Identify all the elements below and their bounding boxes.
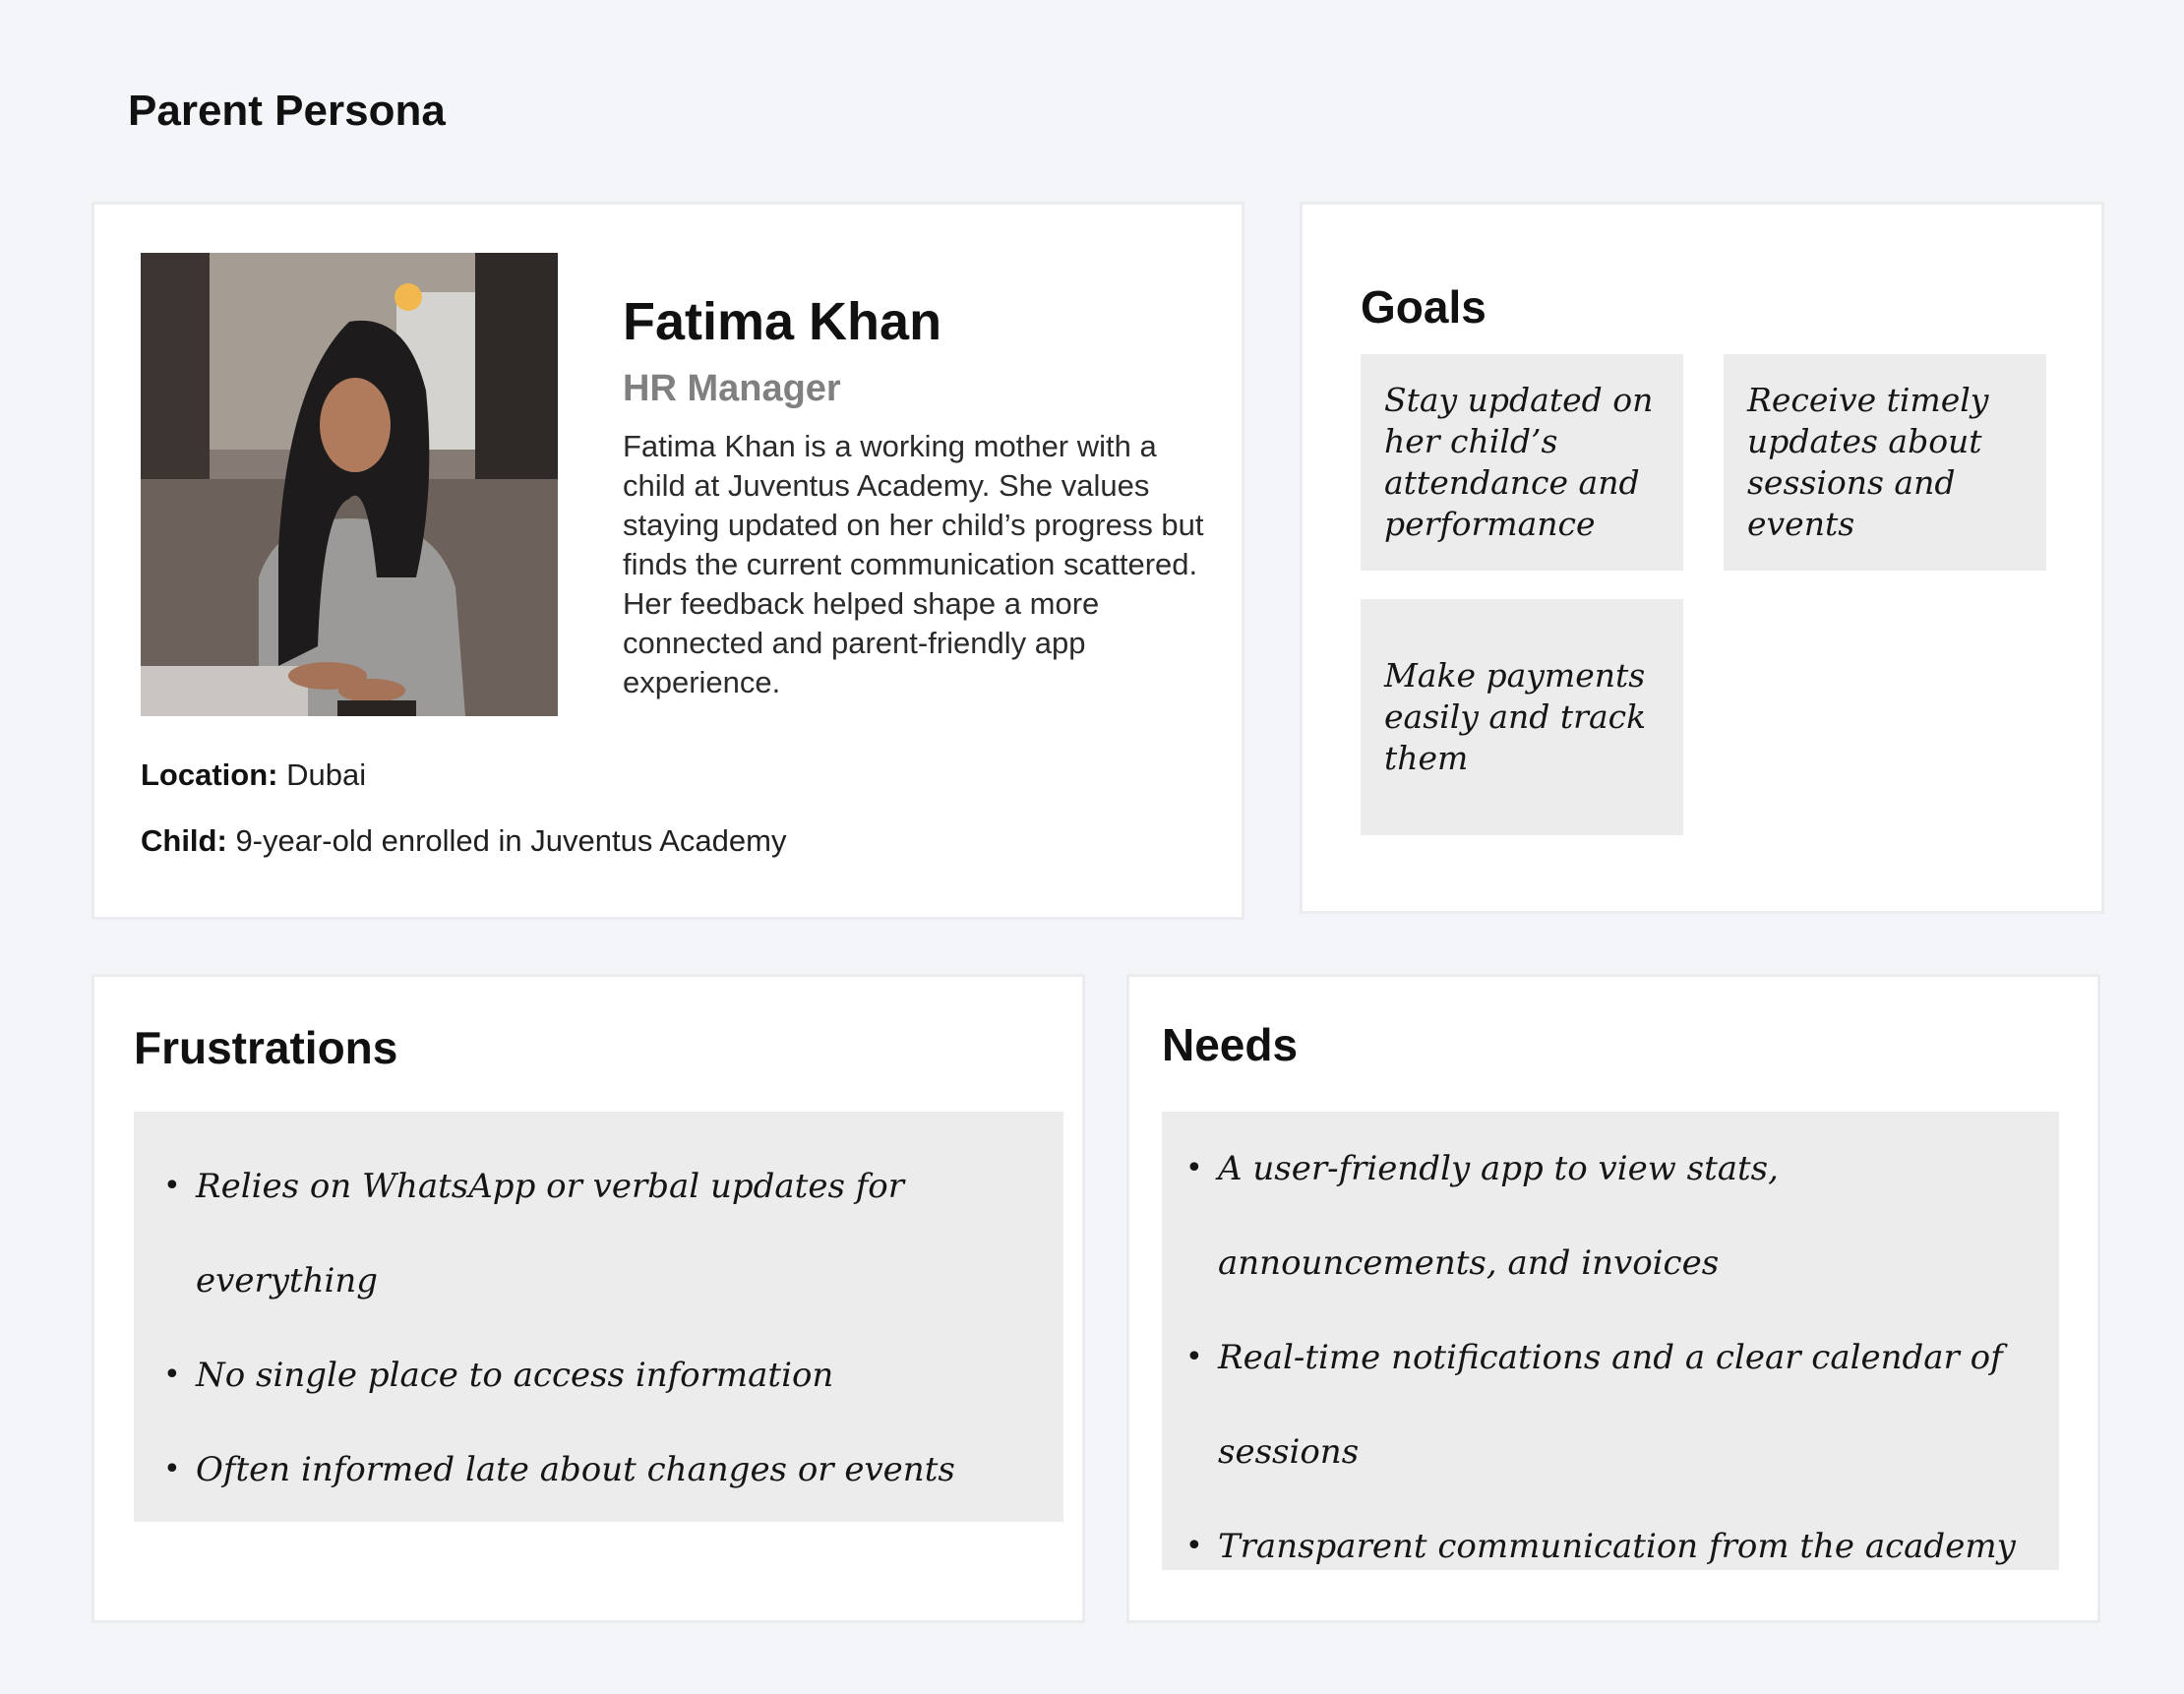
needs-card — [1126, 974, 2100, 1623]
list-item: • Real-time notifications and a clear calendar of sessions — [1185, 1310, 2030, 1499]
persona-role: HR Manager — [623, 368, 841, 409]
page-title: Parent Persona — [128, 87, 446, 135]
child-value: 9-year-old enrolled in Juventus Academy — [235, 823, 787, 858]
persona-name: Fatima Khan — [623, 292, 942, 351]
frustrations-box — [134, 1112, 1063, 1522]
list-item: • A user-friendly app to view stats, announcements, and invoices — [1185, 1121, 2030, 1310]
goals-card — [1300, 202, 2104, 914]
goal-note-text: Make payments easily and track them — [1384, 656, 1647, 777]
profile-photo — [141, 253, 558, 716]
needs-list — [1185, 1121, 2030, 1594]
goals-heading: Goals — [1361, 281, 1486, 333]
frustrations-list — [163, 1139, 1034, 1517]
child-label: Child: — [141, 823, 227, 858]
list-item: • Transparent communication from the academy — [1185, 1499, 2030, 1594]
location-label: Location: — [141, 757, 278, 792]
location-row — [141, 757, 366, 793]
needs-heading: Needs — [1162, 1019, 1299, 1070]
frustrations-heading: Frustrations — [134, 1022, 398, 1073]
list-item: • No single place to access information — [163, 1328, 1034, 1422]
goal-note — [1361, 354, 1683, 571]
persona-bio: Fatima Khan is a working mother with a child at Juventus Academy. She values staying updated on her child’s progress but finds the current communication scattered. Her feedback helped shape a more connected and parent-friendly app experience. — [623, 429, 1204, 699]
goal-note — [1361, 599, 1683, 835]
profile-card — [91, 202, 1244, 920]
frustrations-card — [91, 974, 1085, 1623]
list-item: • Often informed late about changes or events — [163, 1422, 1034, 1517]
goal-note-text: Receive timely updates about sessions and events — [1747, 381, 1989, 543]
location-value: Dubai — [286, 757, 367, 792]
goal-note — [1724, 354, 2046, 571]
list-item: • Relies on WhatsApp or verbal updates for everything — [163, 1139, 1034, 1328]
needs-box — [1162, 1112, 2059, 1570]
child-row — [141, 823, 786, 859]
profile-photo-illustration — [141, 253, 558, 716]
goal-note-text: Stay updated on her child’s attendance and performance — [1384, 381, 1654, 543]
